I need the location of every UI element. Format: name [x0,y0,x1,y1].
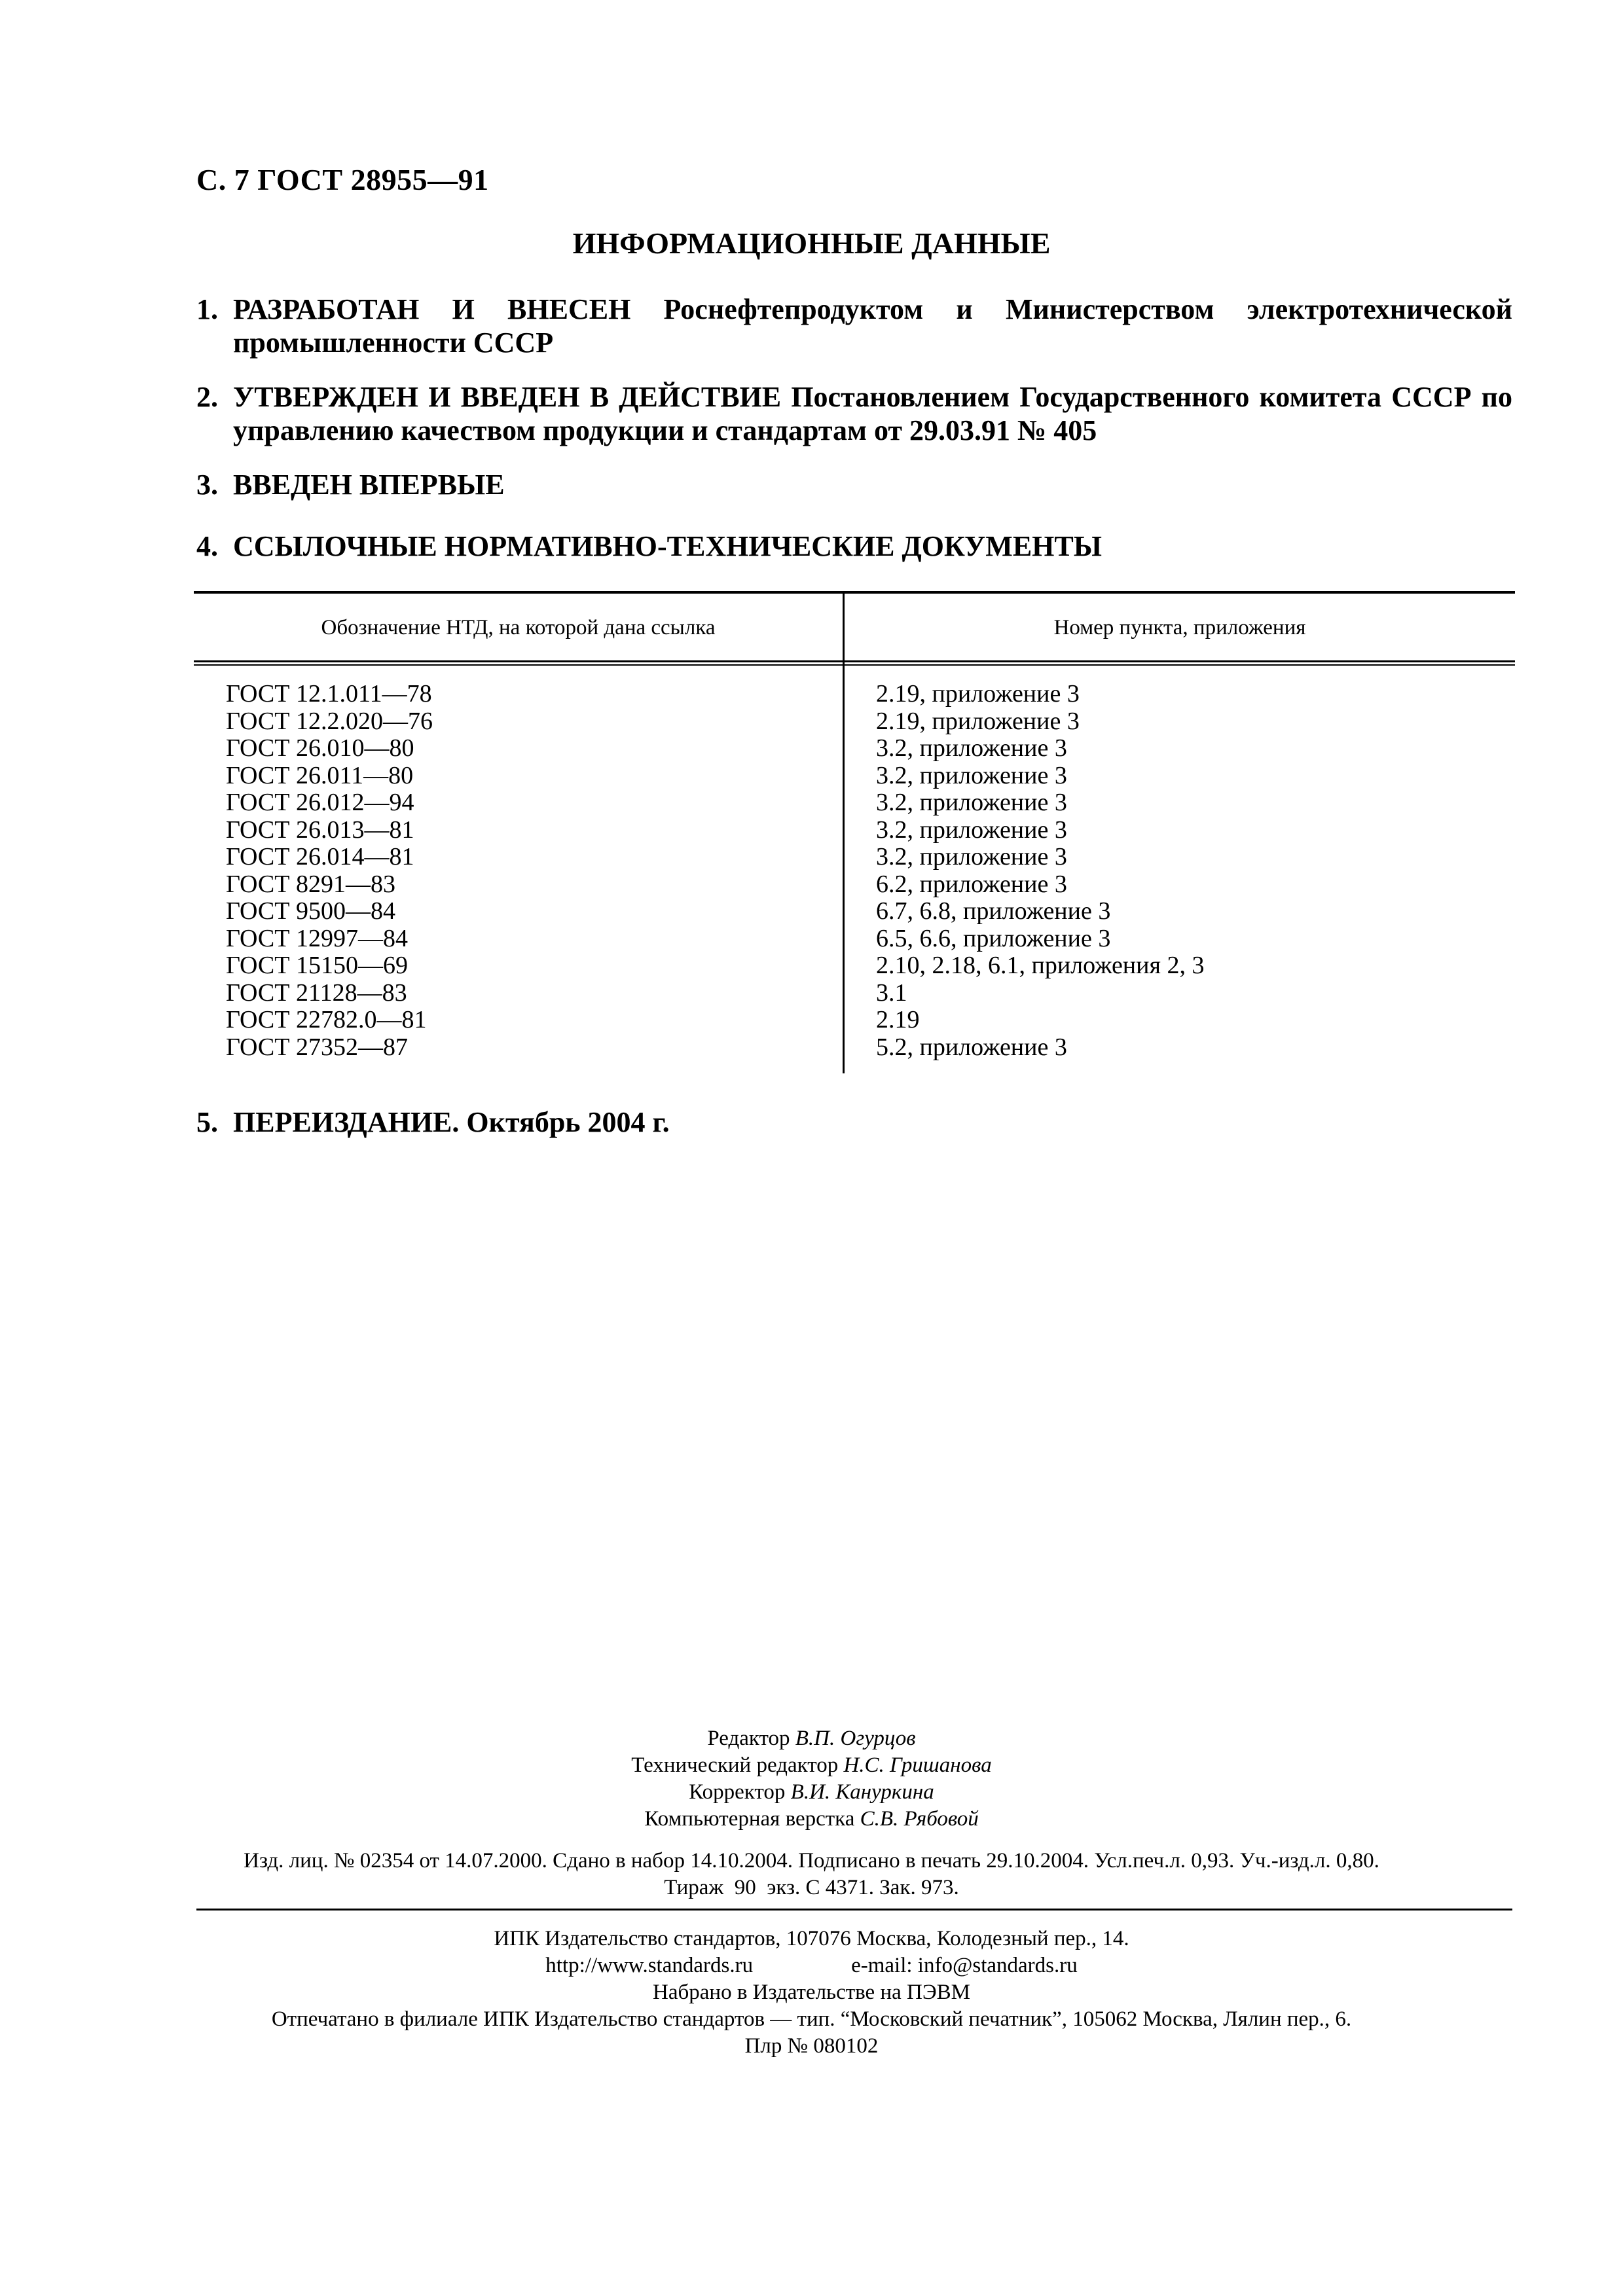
table-cell-clause: 3.2, приложение 3 [876,843,1067,870]
item-text: ПЕРЕИЗДАНИЕ. Октябрь 2004 г. [233,1106,670,1138]
publication-info [0,1848,1623,1901]
table-cell-document: ГОСТ 12.2.020—76 [226,707,433,735]
table-cell-document: ГОСТ 26.010—80 [226,734,414,762]
item-text: ВВЕДЕН ВПЕРВЫЕ [233,469,505,501]
credit-name: В.И. Кануркина [790,1780,934,1804]
table-cell-document: ГОСТ 8291—83 [226,870,395,898]
item-number: 5. [196,1106,218,1138]
table-header-rule [194,660,1515,662]
credit-role: Технический редактор [631,1753,839,1777]
imprint-plr: Плр № 080102 [744,2034,879,2058]
credit-name: Н.С. Гришанова [843,1753,992,1777]
imprint-printed: Отпечатано в филиале ИПК Издательство стандартов — тип. “Московский печатник”, 105062 Москва, Лялин пер., 6. [271,2007,1352,2031]
credit-role: Компьютерная верстка [644,1807,855,1831]
table-cell-clause: 3.2, приложение 3 [876,789,1067,816]
document-title: ИНФОРМАЦИОННЫЕ ДАННЫЕ [572,226,1051,260]
table-cell-document: ГОСТ 12997—84 [226,924,408,952]
credit-name: В.П. Огурцов [795,1727,916,1750]
table-cell-clause: 3.1 [876,978,907,1007]
item-number: 2. [196,381,218,413]
table-cell-clause: 6.7, 6.8, приложение 3 [876,897,1111,925]
credit-role: Редактор [707,1727,790,1750]
references-table [194,591,1515,1073]
credit-technical-editor [0,1752,1623,1779]
table-cell-clause: 2.19 [876,1006,920,1033]
table-cell-clause: 3.2, приложение 3 [876,734,1067,762]
imprint-publisher: ИПК Издательство стандартов, 107076 Москва, Колодезный пер., 14. [494,1927,1129,1950]
info-item-references [196,529,1512,563]
table-cell-document: ГОСТ 26.012—94 [226,789,414,816]
table-cell-clause: 3.2, приложение 3 [876,816,1067,844]
credit-name: С.В. Рябовой [860,1807,979,1831]
table-column-clauses [876,681,1204,1061]
table-column-divider [843,591,845,1073]
table-cell-document: ГОСТ 26.014—81 [226,843,414,870]
info-item-introduced [196,468,1512,501]
table-cell-document: ГОСТ 26.013—81 [226,816,414,844]
table-cell-document: ГОСТ 26.011—80 [226,761,414,789]
credits-block [0,1725,1623,1833]
item-number: 4. [196,530,218,562]
table-top-rule [194,591,1515,594]
table-cell-clause: 6.2, приложение 3 [876,870,1067,898]
credit-layout [0,1806,1623,1833]
item-number: 3. [196,469,218,501]
table-cell-document: ГОСТ 9500—84 [226,897,395,925]
table-cell-document: ГОСТ 21128—83 [226,978,407,1007]
table-header-clause: Номер пункта, приложения [1053,616,1306,639]
table-column-documents [226,681,433,1061]
table-cell-clause: 3.2, приложение 3 [876,761,1067,789]
item-text: ССЫЛОЧНЫЕ НОРМАТИВНО-ТЕХНИЧЕСКИЕ ДОКУМЕНТЫ [233,530,1102,562]
table-cell-document: ГОСТ 12.1.011—78 [226,680,432,708]
table-cell-clause: 2.10, 2.18, 6.1, приложения 2, 3 [876,952,1205,979]
page-header: С. 7 ГОСТ 28955—91 [196,163,489,196]
credit-role: Корректор [689,1780,786,1804]
table-cell-clause: 2.19, приложение 3 [876,680,1080,708]
table-cell-clause: 2.19, приложение 3 [876,707,1080,735]
publication-line-1: Изд. лиц. № 02354 от 14.07.2000. Сдано в набор 14.10.2004. Подписано в печать 29.10.2004. Усл.печ.л. 0,93. Уч.-изд.л. 0,80. [244,1849,1379,1873]
imprint-block [0,1926,1623,2060]
item-text: РАЗРАБОТАН И ВНЕСЕН Роснефтепродуктом и Министерством электротехнической промышленности СССР [233,293,1512,359]
table-cell-clause: 6.5, 6.6, приложение 3 [876,924,1111,952]
publication-line-2: Тираж 90 экз. С 4371. Зак. 973. [664,1876,959,1899]
table-header-document: Обозначение НТД, на которой дана ссылка [321,616,716,639]
table-header-rule-double [194,664,1515,666]
credit-editor [0,1725,1623,1752]
table-cell-document: ГОСТ 22782.0—81 [226,1006,427,1033]
imprint-contacts [0,1952,1623,1979]
info-item-reissue [196,1105,1512,1139]
table-cell-document: ГОСТ 15150—69 [226,952,408,979]
table-cell-clause: 5.2, приложение 3 [876,1033,1067,1061]
imprint-email[interactable]: e-mail: info@standards.ru [851,1954,1078,1977]
imprint-typeset: Набрано в Издательстве на ПЭВМ [653,1981,970,2004]
item-text: УТВЕРЖДЕН И ВВЕДЕН В ДЕЙСТВИЕ Постановлением Государственного комитета СССР по управлению качеством продукции и стандартам от 29.03.91 № 405 [233,381,1512,446]
credit-proofreader [0,1779,1623,1806]
info-item-approved [196,380,1512,447]
imprint-website[interactable]: http://www.standards.ru [545,1954,754,1977]
info-item-developed [196,293,1512,359]
footer-divider [196,1909,1512,1910]
table-cell-document: ГОСТ 27352—87 [226,1033,408,1061]
item-number: 1. [196,293,218,325]
